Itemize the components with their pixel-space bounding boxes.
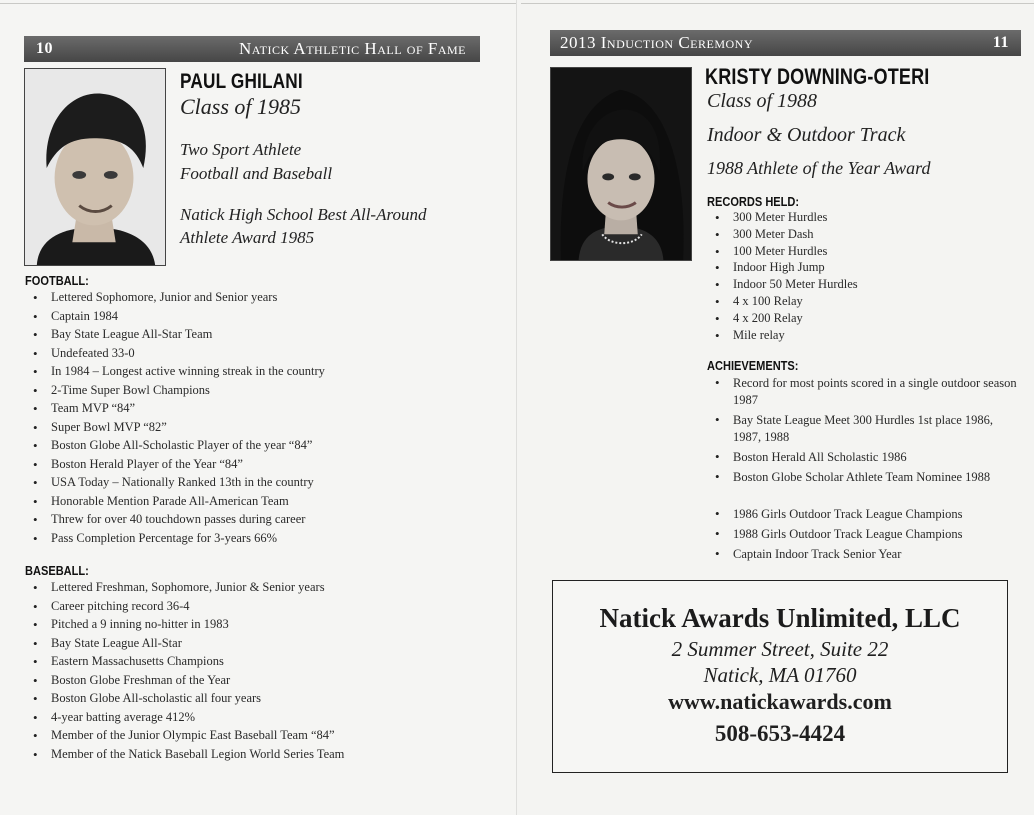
ad-phone: 508-653-4424 bbox=[714, 721, 846, 746]
list-item: • Bay State League All-Star bbox=[25, 636, 505, 655]
list-item: • 4-year batting average 412% bbox=[25, 710, 505, 729]
list-item: • Super Bowl MVP “82” bbox=[25, 420, 505, 439]
page-top-edge bbox=[521, 3, 1034, 4]
portrait-image bbox=[551, 68, 691, 260]
list-item: • 4 x 100 Relay bbox=[707, 294, 1017, 311]
list-item: • 300 Meter Dash bbox=[707, 227, 1017, 244]
list-item: • Captain Indoor Track Senior Year bbox=[707, 546, 1017, 566]
list-item: • Undefeated 33-0 bbox=[25, 346, 505, 365]
ghilani-award-2: Athlete Award 1985 bbox=[180, 228, 315, 247]
list-item: • Boston Herald All Scholastic 1986 bbox=[707, 449, 1017, 469]
ad-website: www.natickawards.com bbox=[668, 689, 892, 714]
ghilani-award-1: Natick High School Best All-Around bbox=[180, 205, 427, 224]
records-list bbox=[707, 210, 1017, 344]
list-item: • Eastern Massachusetts Champions bbox=[25, 654, 505, 673]
list-item: • Career pitching record 36-4 bbox=[25, 599, 505, 618]
list-item: • Bay State League Meet 300 Hurdles 1st place 1986, 1987, 1988 bbox=[707, 412, 1017, 449]
list-item: • 100 Meter Hurdles bbox=[707, 244, 1017, 261]
ad-company-name: Natick Awards Unlimited, LLC bbox=[599, 603, 961, 633]
list-item: • 2-Time Super Bowl Champions bbox=[25, 383, 505, 402]
list-item: • Lettered Freshman, Sophomore, Junior & Senior years bbox=[25, 580, 505, 599]
list-item: • Indoor 50 Meter Hurdles bbox=[707, 277, 1017, 294]
left-header-title: Natick Athletic Hall of Fame bbox=[239, 39, 466, 58]
list-item: • Lettered Sophomore, Junior and Senior years bbox=[25, 290, 505, 309]
list-item: • USA Today – Nationally Ranked 13th in the country bbox=[25, 475, 505, 494]
list-item: • Honorable Mention Parade All-American Team bbox=[25, 494, 505, 513]
achievements-heading: ACHIEVEMENTS: bbox=[707, 358, 799, 373]
left-header-bar bbox=[24, 36, 480, 62]
achievements-list bbox=[707, 375, 1017, 566]
page-top-edge bbox=[0, 3, 517, 4]
list-item: • Boston Globe Freshman of the Year bbox=[25, 673, 505, 692]
list-item: • Indoor High Jump bbox=[707, 260, 1017, 277]
list-item: • Record for most points scored in a single outdoor season 1987 bbox=[707, 375, 1017, 412]
portrait-image bbox=[25, 69, 165, 265]
ghilani-descriptor-2: Football and Baseball bbox=[180, 164, 333, 183]
list-item: • Boston Globe All-scholastic all four years bbox=[25, 691, 505, 710]
downing-oteri-class-year: Class of 1988 bbox=[707, 90, 818, 112]
ghilani-photo bbox=[24, 68, 166, 266]
list-item: • Mile relay bbox=[707, 328, 1017, 345]
list-item: • Team MVP “84” bbox=[25, 401, 505, 420]
list-item: • 300 Meter Hurdles bbox=[707, 210, 1017, 227]
downing-oteri-sport: Indoor & Outdoor Track bbox=[707, 124, 906, 146]
advertisement-box bbox=[552, 580, 1008, 773]
list-item: • Pitched a 9 inning no-hitter in 1983 bbox=[25, 617, 505, 636]
ad-address-line-2: Natick, MA 01760 bbox=[703, 663, 857, 687]
list-item: • 1988 Girls Outdoor Track League Champions bbox=[707, 526, 1017, 546]
ghilani-descriptor-1: Two Sport Athlete bbox=[180, 140, 302, 159]
downing-oteri-name: KRISTY DOWNING-OTERI bbox=[705, 64, 930, 89]
baseball-heading: BASEBALL: bbox=[25, 563, 89, 578]
football-list bbox=[25, 290, 505, 549]
list-item: • Member of the Junior Olympic East Baseball Team “84” bbox=[25, 728, 505, 747]
list-item: • Bay State League All-Star Team bbox=[25, 327, 505, 346]
list-item: • Member of the Natick Baseball Legion World Series Team bbox=[25, 747, 505, 766]
downing-oteri-photo bbox=[550, 67, 692, 261]
right-header-bar bbox=[550, 30, 1021, 56]
list-item: • 1986 Girls Outdoor Track League Champions bbox=[707, 506, 1017, 526]
records-heading: RECORDS HELD: bbox=[707, 194, 800, 209]
list-item: • Pass Completion Percentage for 3-years 66% bbox=[25, 531, 505, 550]
baseball-list bbox=[25, 580, 505, 765]
list-item: • In 1984 – Longest active winning streak in the country bbox=[25, 364, 505, 383]
list-item: • Captain 1984 bbox=[25, 309, 505, 328]
list-item: • Boston Globe All-Scholastic Player of the year “84” bbox=[25, 438, 505, 457]
ghilani-class-year: Class of 1985 bbox=[180, 94, 302, 119]
list-item: • Threw for over 40 touchdown passes during career bbox=[25, 512, 505, 531]
ad-address-line-1: 2 Summer Street, Suite 22 bbox=[671, 637, 889, 661]
right-page-number: 11 bbox=[992, 34, 1009, 51]
ghilani-name: PAUL GHILANI bbox=[180, 70, 303, 93]
right-header-title: 2013 Induction Ceremony bbox=[560, 33, 753, 52]
list-item: • 4 x 200 Relay bbox=[707, 311, 1017, 328]
left-page-number: 10 bbox=[36, 40, 53, 57]
football-heading: FOOTBALL: bbox=[25, 273, 89, 288]
list-item: • Boston Herald Player of the Year “84” bbox=[25, 457, 505, 476]
list-item: • Boston Globe Scholar Athlete Team Nominee 1988 bbox=[707, 469, 1017, 506]
downing-oteri-award: 1988 Athlete of the Year Award bbox=[707, 158, 931, 178]
